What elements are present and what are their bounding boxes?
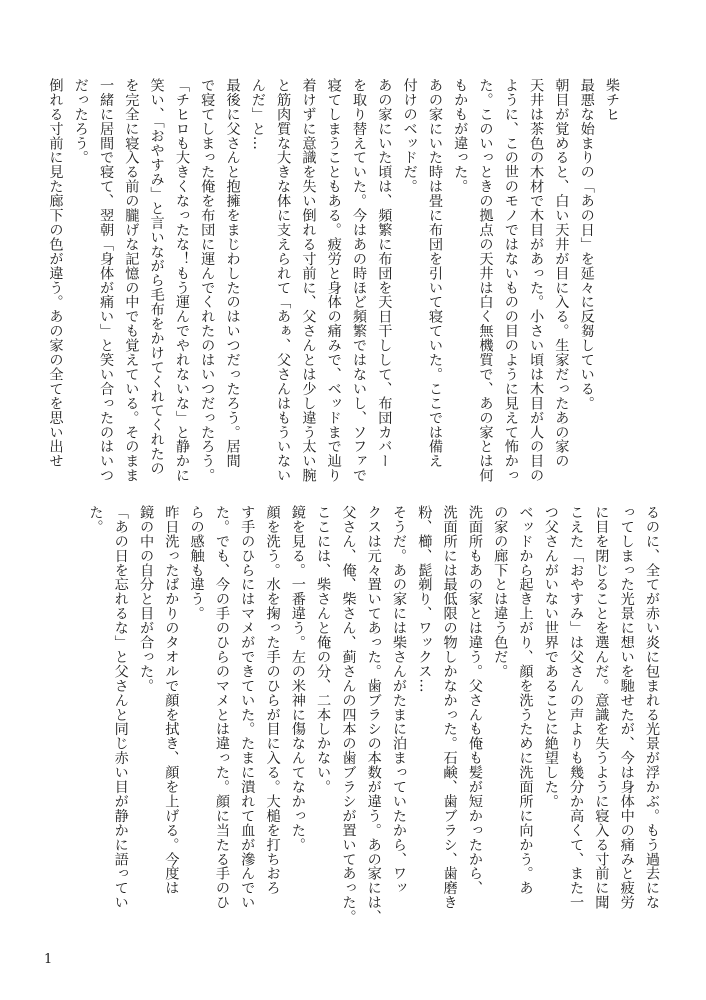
- text-line: 鏡を見る。一番違う。左の米神に傷なんてなかった。: [289, 505, 306, 852]
- text-line: こえた「おやすみ」は父さんの声よりも幾分か高くて、また一: [568, 505, 585, 910]
- text-line: 顔を洗う。水を掬った手のひらが目に入る。大槌を打ちおろ: [264, 505, 281, 896]
- text-line: だったろう。: [72, 78, 89, 165]
- text-line: 付けのベッドだ。: [401, 78, 418, 194]
- text-line: 最後に父さんと抱擁をまじわしたのはいつだったろう。居間: [224, 78, 241, 469]
- text-line: 鏡の中の自分と目が合った。: [138, 505, 155, 693]
- text-line: あの家にいた時は畳に布団を引いて寝ていた。ここでは備え: [426, 78, 443, 469]
- text-line: 父さん、俺、柴さん、蓟さんの四本の歯ブラシが置いてあった。: [340, 505, 357, 925]
- text-line: ここには、柴さんと俺の分、二本しかない。: [315, 505, 332, 794]
- text-line: 寝てしまうこともある。疲労と身体の痛みで、ベッドまで辿り: [325, 78, 342, 483]
- page-number: 1: [44, 952, 53, 967]
- lower-text-block: [64, 505, 664, 945]
- text-line: ってしまった光景に想いを馳せたが、今は身体中の痛みと疲労: [618, 505, 635, 910]
- text-line: と筋肉質な大きな体に支えられて「あぁ、父さんはもういない: [275, 78, 292, 483]
- upper-text-block: [47, 78, 624, 493]
- text-line: るのに、全てが赤い炎に包まれる光景が浮かぶ。もう過去にな: [644, 505, 660, 910]
- text-line: もかもが違った。: [452, 78, 469, 194]
- text-line: 着けずに意識を失い倒れる寸前に、父さんとは少し違う太い腕: [300, 78, 317, 483]
- text-line: た。: [87, 505, 104, 534]
- text-line: つ父さんがいない世界であることに絶望した。: [542, 505, 559, 809]
- text-line: んだ」と…: [249, 78, 266, 151]
- text-line: らの感触も違う。: [188, 505, 205, 621]
- text-line: 笑い、「おやすみ」と言いながら毛布をかけてくれてくれたの: [148, 78, 165, 476]
- text-line: た。でも、今の手のひらのマメとは違った。顔に当たる手のひ: [213, 505, 230, 910]
- author-name: 柴チヒ: [604, 78, 620, 122]
- text-line: 「チヒロも大きくなったな！もう運んでやれないな」と静かに: [173, 78, 190, 483]
- text-line: クスは元々置いてあった。歯ブラシの本数が違う。あの家には、: [365, 505, 382, 925]
- text-line: で寝てしまった俺を布団に運んでくれたのはいつだったろう。: [199, 78, 216, 483]
- text-line: あの家にいた頃は、頻繁に布団を天日干しして、布団カバー: [376, 78, 393, 469]
- text-line: た。このいっときの拠点の天井は白く無機質で、あの家とは何: [477, 78, 494, 483]
- text-line: 洗面所には最低限の物しかなかった。石鹸、歯ブラシ、歯磨き: [441, 505, 458, 910]
- text-line: に目を閉じることを選んだ。意識を失うように寝入る寸前に聞: [593, 505, 610, 910]
- text-line: 朝目が覚めると、白い天井が目に入る。生家だったあの家の: [553, 78, 570, 469]
- text-line: を完全に寝入る前の朧げな記憶の中でも覚えている。そのまま: [123, 78, 140, 483]
- text-line: 最悪な始まりの「あの日」を延々に反芻している。: [578, 78, 595, 411]
- text-line: 昨日洗ったばかりのタオルで顔を拭き、顔を上げる。今度は: [163, 505, 180, 896]
- text-line: す手のひらにはマメができていた。たまに潰れて血が滲んでい: [239, 505, 256, 910]
- text-line: そうだ。あの家には柴さんがたまに泊まっていたから、ワッ: [391, 505, 408, 896]
- text-line: の家の廊下とは違う色だ。: [492, 505, 509, 679]
- text-line: を取り替えていた。今はあの時ほど頻繁ではないし、ソファで: [351, 78, 368, 483]
- text-line: 「あの日を忘れるな」と父さんと同じ赤い目が静かに語ってい: [112, 505, 129, 910]
- text-line: 洗面所もあの家とは違う。父さんも俺も髪が短かったから、: [466, 505, 483, 896]
- text-line: 倒れる寸前に見た廊下の色が違う。あの家の全てを思い出せ: [47, 78, 64, 469]
- text-line: 天井は茶色の木材で木目があった。小さい頃は木目が人の目の: [528, 78, 545, 483]
- text-line: ように、この世のモノではないものの目のように見えて怖かっ: [502, 78, 519, 483]
- text-line: 一緒に居間で寝て、翌朝「身体が痛い」と笑い合ったのはいつ: [98, 78, 115, 483]
- text-line: 粉、櫛、髭剃り、ワックス…: [416, 505, 433, 693]
- text-line: ベッドから起き上がり、顔を洗うために洗面所に向かう。あ: [517, 505, 534, 896]
